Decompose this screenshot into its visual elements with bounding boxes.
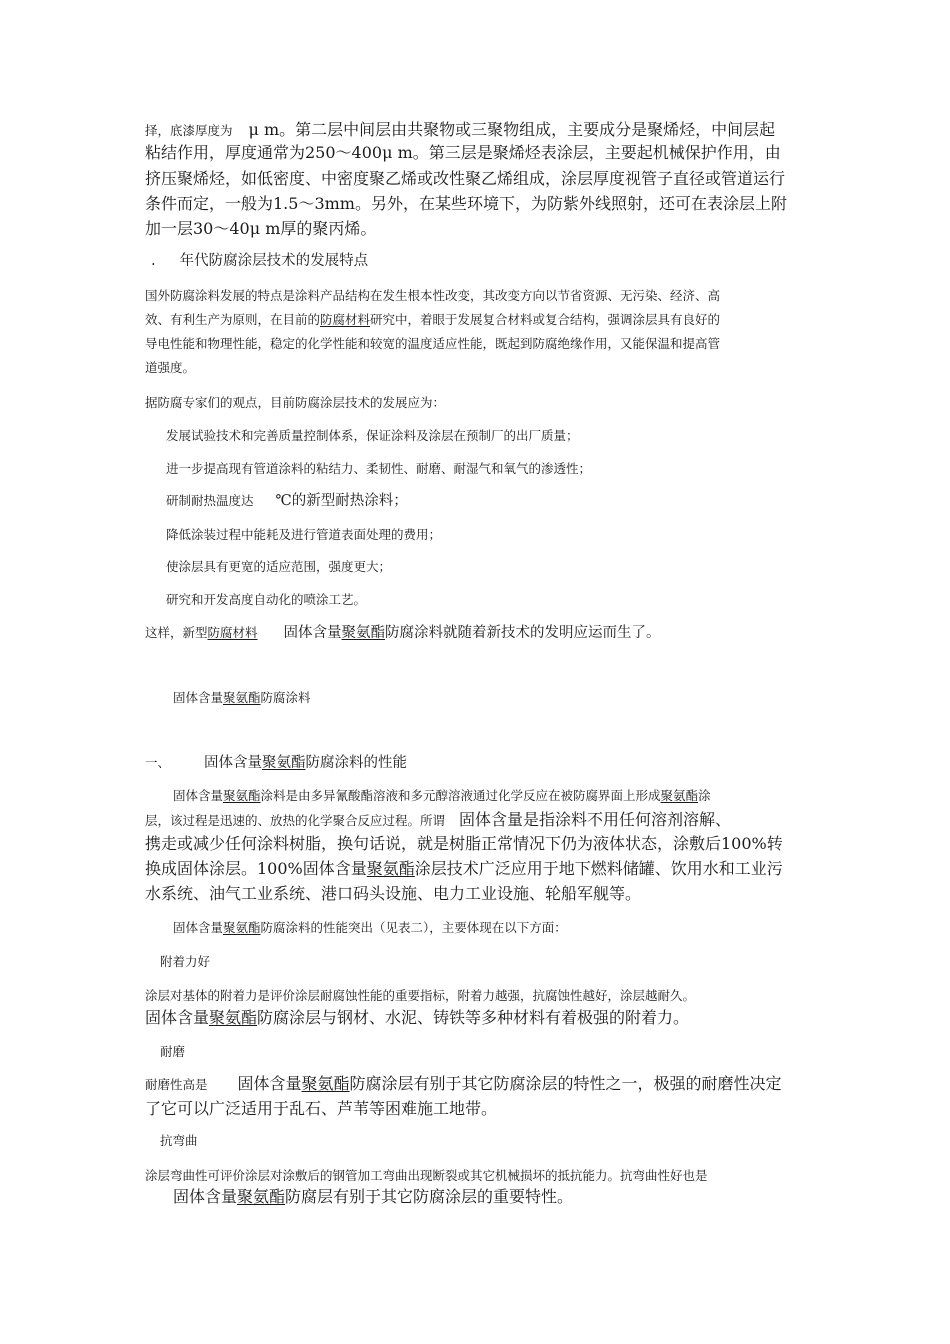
p5-line-5: 水系统、油气工业系统、港口码头设施、电力工业设施、轮船军舰等。 <box>145 884 642 903</box>
text: 固体含量 <box>173 690 224 705</box>
p5-line-2 <box>145 812 731 828</box>
text: 固体含量是指涂料不用任何溶剂溶解、 <box>459 810 732 829</box>
text: 固体含量 <box>283 625 342 641</box>
link-polyurethane[interactable]: 聚氨酯 <box>223 690 261 705</box>
link-polyurethane[interactable]: 聚氨酯 <box>366 859 415 878</box>
p5-line-1 <box>173 790 711 803</box>
p8-line-2: 了它可以广泛适用于乱石、芦苇等困难施工地带。 <box>145 1099 498 1118</box>
p8-line-1 <box>145 1076 782 1092</box>
list-item-6: 研究和开发高度自动化的喷涂工艺。 <box>166 592 367 607</box>
text: 防腐层有别于其它防腐涂层的重要特性。 <box>285 1187 574 1206</box>
link-polyurethane[interactable]: 聚氨酯 <box>301 1074 350 1093</box>
list-item-3 <box>166 492 408 509</box>
link-polyurethane[interactable]: 聚氨酯 <box>223 788 261 803</box>
text: 固体含量 <box>237 1074 302 1093</box>
document-title <box>173 692 311 705</box>
link-anticorrosion-material[interactable]: 防腐材料 <box>207 625 258 640</box>
text: ℃的新型耐热涂料； <box>275 493 408 509</box>
text: 研制耐热温度达 <box>166 493 254 508</box>
p1-line-5: 加一层30～40μ m厚的聚丙烯。 <box>145 219 377 238</box>
p2-line-1: 国外防腐涂料发展的特点是涂料产品结构在发生根本性改变，其改变方向以节省资源、无污染、经济、高 <box>145 288 721 303</box>
p7-line-2 <box>145 1010 689 1026</box>
p9-line-1: 涂层弯曲性可评价涂层对涂敷后的钢管加工弯曲出现断裂或其它机械损坏的抵抗能力。抗弯曲性好也是 <box>145 1168 708 1183</box>
text: 换成固体涂层。100%固体含量 <box>145 859 367 878</box>
text: 涂层技术广泛应用于地下燃料储罐、饮用水和工业污 <box>414 859 783 878</box>
text: 耐磨性高是 <box>145 1077 208 1092</box>
text: 层，该过程是迅速的、放热的化学聚合反应过程。所谓 <box>145 813 446 828</box>
subheading-wear-resistance: 耐磨 <box>160 1044 186 1059</box>
link-polyurethane[interactable]: 聚氨酯 <box>262 755 306 771</box>
text: 涂 <box>698 788 711 803</box>
heading-text: 年代防腐涂层技术的发展特点 <box>179 253 369 269</box>
text: 择，底漆厚度为 <box>145 123 233 138</box>
p1-line-2: 粘结作用，厚度通常为250～400μ m。第三层是聚烯烃表涂层，主要起机械保护作用，由 <box>145 143 781 162</box>
list-item-2: 进一步提高现有管道涂料的粘结力、柔韧性、耐磨、耐湿气和氧气的渗透性； <box>166 461 592 476</box>
p2-line-3: 导电性能和物理性能，稳定的化学性能和较宽的温度适应性能，既起到防腐绝缘作用，又能保温和提高管 <box>145 336 721 351</box>
section-1-heading <box>145 754 407 771</box>
section-heading <box>151 254 368 269</box>
heading-dot: . <box>151 253 156 269</box>
link-polyurethane[interactable]: 聚氨酯 <box>223 920 261 935</box>
text: 固体含量 <box>204 755 263 771</box>
p1-line-1 <box>145 122 775 138</box>
list-item-5: 使涂层具有更宽的适应范围，强度更大； <box>166 559 392 574</box>
p4-line <box>145 624 661 641</box>
link-polyurethane[interactable]: 聚氨酯 <box>341 625 386 641</box>
text: 效、有利生产为原则，在目前的 <box>145 312 321 327</box>
text: 防腐涂料的性能突出（见表二），主要体现在以下方面： <box>260 920 567 935</box>
p5-line-4 <box>145 861 783 877</box>
text: 防腐涂层与钢材、水泥、铸铁等多种材料有着极强的附着力。 <box>257 1008 690 1027</box>
p7-line-1: 涂层对基体的附着力是评价涂层耐腐蚀性能的重要指标，附着力越强，抗腐蚀性越好，涂层越耐久。 <box>145 988 696 1003</box>
text: μ m。第二层中间层由共聚物或三聚物组成，主要成分是聚烯烃，中间层起 <box>248 120 776 139</box>
link-polyurethane[interactable]: 聚氨酯 <box>660 788 699 803</box>
text: 防腐涂料就随着新技术的发明应运而生了。 <box>385 625 661 641</box>
p6-line <box>173 922 567 935</box>
p9-line-2 <box>173 1189 573 1205</box>
link-polyurethane[interactable]: 聚氨酯 <box>209 1008 258 1027</box>
p2-line-2 <box>145 314 720 327</box>
p1-line-4: 条件而定，一般为1.5～3mm。另外，在某些环境下，为防紫外线照射，还可在表涂层上附 <box>145 194 787 213</box>
p5-line-3: 携走或减少任何涂料树脂，换句话说，就是树脂正常情况下仍为液体状态，涂敷后100%转 <box>145 834 783 853</box>
link-anticorrosion-material[interactable]: 防腐材料 <box>320 312 371 327</box>
p1-line-3: 挤压聚烯烃，如低密度、中密度聚乙烯或改性聚乙烯组成，涂层厚度视管子直径或管道运行 <box>145 169 786 188</box>
text: 研究中，着眼于发展复合材料或复合结构，强调涂层具有良好的 <box>370 312 721 327</box>
p2-line-4: 道强度。 <box>145 360 196 375</box>
list-item-1: 发展试验技术和完善质量控制体系，保证涂料及涂层在预制厂的出厂质量； <box>166 428 579 443</box>
text: 防腐涂料的性能 <box>305 755 408 771</box>
text: 固体含量 <box>145 1008 210 1027</box>
text: 固体含量 <box>173 788 224 803</box>
link-polyurethane[interactable]: 聚氨酯 <box>237 1187 286 1206</box>
text: 涂料是由多异氰酸酯溶液和多元醇溶液通过化学反应在被防腐界面上形成 <box>260 788 661 803</box>
text: 固体含量 <box>173 920 224 935</box>
text: 这样，新型 <box>145 625 208 640</box>
text: 防腐涂层有别于其它防腐涂层的特性之一，极强的耐磨性决定 <box>349 1074 782 1093</box>
subheading-adhesion: 附着力好 <box>160 954 211 969</box>
p3-line: 据防腐专家们的观点，目前防腐涂层技术的发展应为： <box>145 395 446 410</box>
text: 防腐涂料 <box>260 690 311 705</box>
section-number: 一、 <box>145 755 171 770</box>
subheading-bend-resistance: 抗弯曲 <box>160 1133 198 1148</box>
text: 固体含量 <box>173 1187 238 1206</box>
list-item-4: 降低涂装过程中能耗及进行管道表面处理的费用； <box>166 527 442 542</box>
